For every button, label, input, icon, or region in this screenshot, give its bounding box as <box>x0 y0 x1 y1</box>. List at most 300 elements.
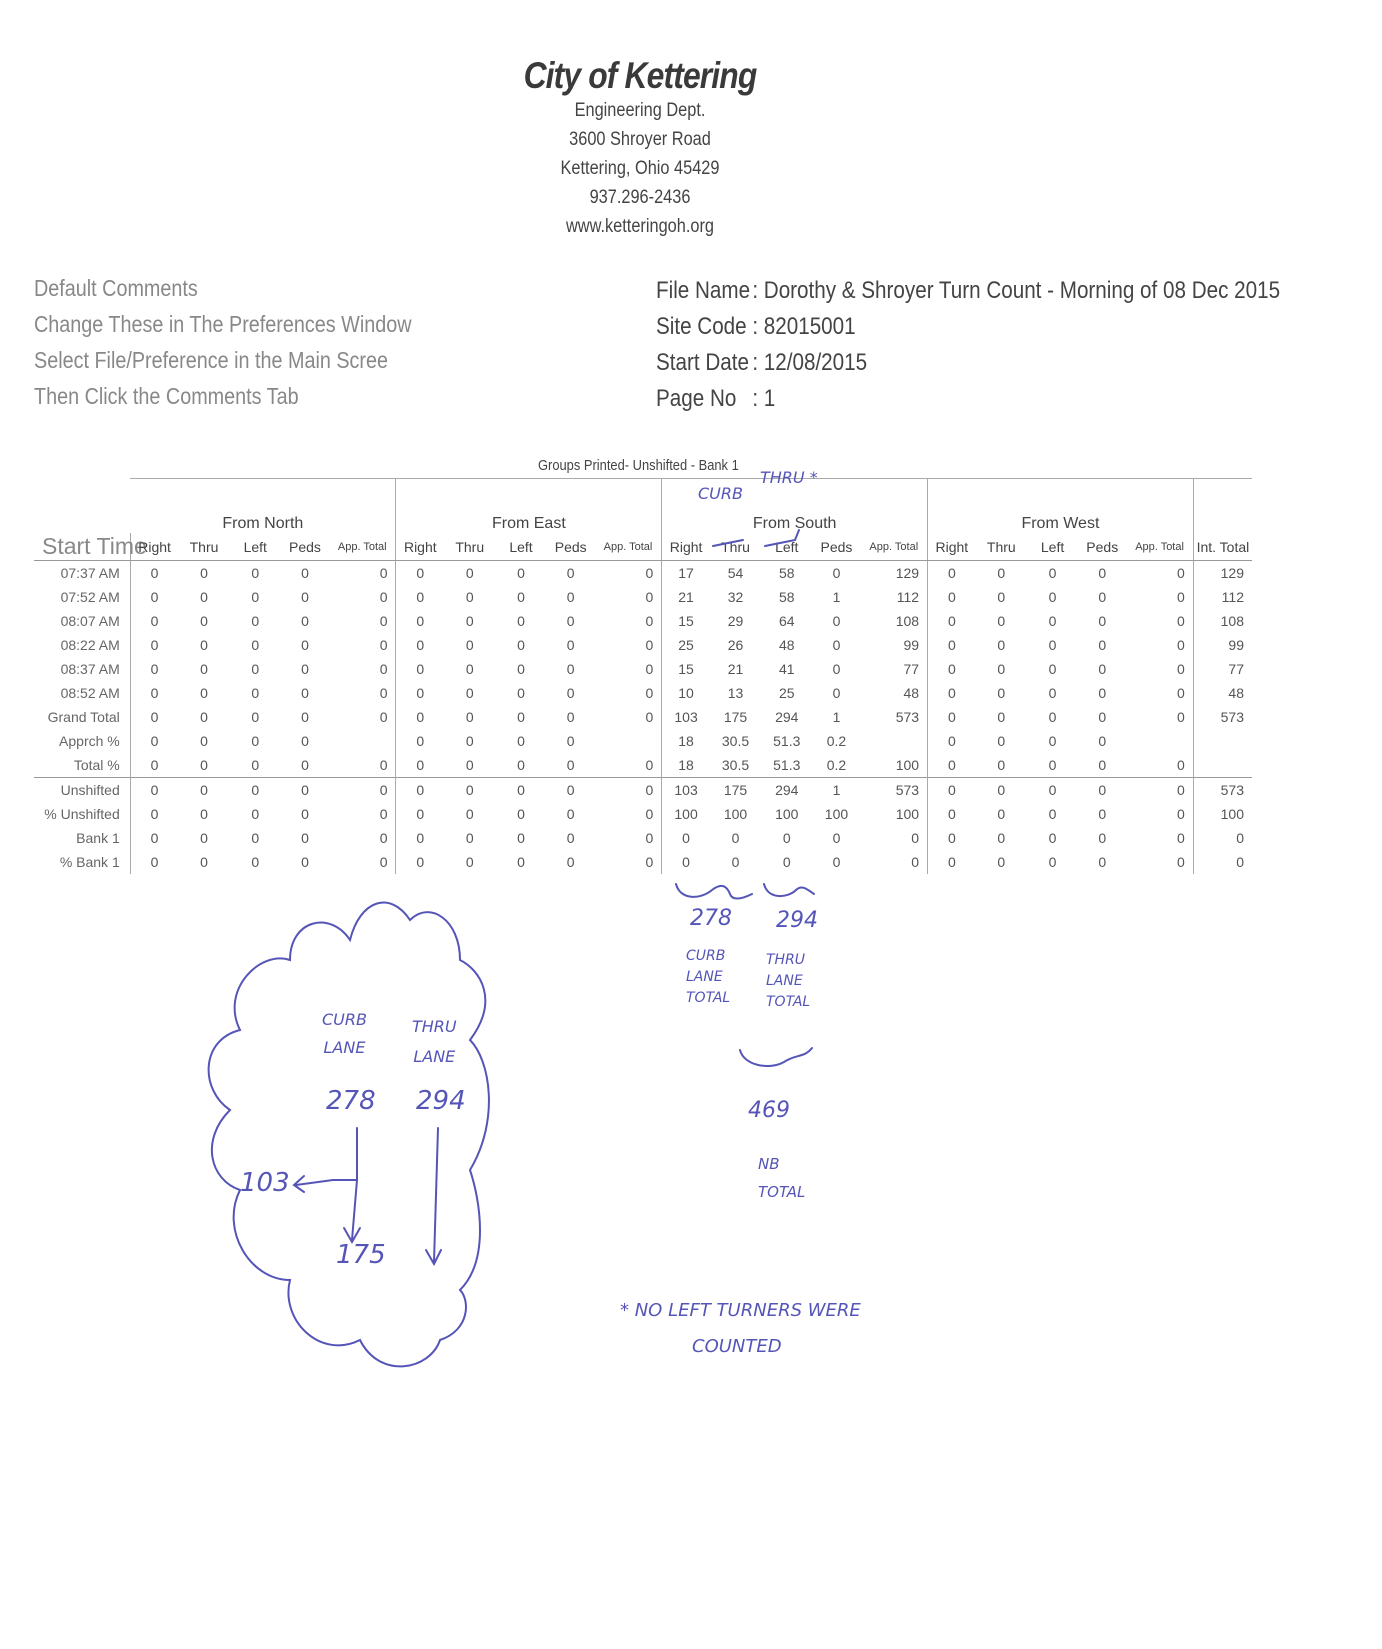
cloud-curb-lane-label <box>322 1006 367 1062</box>
brace-total <box>740 1048 812 1066</box>
start-date-value: : 12/08/2015 <box>752 349 868 376</box>
table-cell: 129 <box>895 565 920 581</box>
table-cell: 0 <box>396 778 444 803</box>
table-cell: 0 <box>928 681 976 705</box>
column-header: App. Total <box>1126 533 1193 561</box>
table-cell: 30.5 <box>721 757 750 773</box>
table-cell: 0 <box>396 657 444 681</box>
right-turn-arrow <box>294 1176 333 1192</box>
table-cell: 0 <box>566 830 575 846</box>
site-code-label: Site Code <box>656 313 747 340</box>
table-cell: 0 <box>301 661 309 677</box>
table-cell: 0 <box>1048 661 1057 677</box>
table-cell: 0 <box>566 637 575 653</box>
column-header: Left <box>495 533 546 561</box>
table-cell: 0 <box>1048 733 1057 749</box>
table-cell: 0 <box>130 609 178 633</box>
row-label: Total % <box>73 757 120 773</box>
table-cell: 0 <box>1098 757 1107 773</box>
table-cell: 0 <box>178 778 229 803</box>
table-cell: 100 <box>824 806 849 822</box>
cloud-outline <box>209 903 489 1367</box>
table-cell: 0 <box>566 661 575 677</box>
curb-lane-total-line: LANE <box>686 969 723 985</box>
table-cell: 0 <box>1048 637 1057 653</box>
table-cell: 294 <box>761 778 812 803</box>
table-cell: 0 <box>251 565 260 581</box>
table-cell: 0 <box>566 565 575 581</box>
table-cell: 0 <box>465 830 474 846</box>
table-cell: 0 <box>465 757 474 773</box>
table-cell: 0 <box>1048 854 1057 870</box>
table-cell: 108 <box>1193 609 1252 633</box>
row-label: % Bank 1 <box>59 854 120 870</box>
table-cell: 0 <box>130 585 178 609</box>
table-cell: 0 <box>566 757 575 773</box>
table-cell: 0 <box>928 729 976 753</box>
thru-lane-total-line: LANE <box>766 973 803 989</box>
table-cell: 573 <box>1193 778 1252 803</box>
phone-line: 937.296-2436 <box>589 187 691 208</box>
comment-line: Change These in The Preferences Window <box>34 311 412 337</box>
org-title: City of Kettering <box>523 55 757 96</box>
table-cell: 0 <box>1177 709 1185 725</box>
table-cell: 0 <box>379 806 388 822</box>
table-cell: 573 <box>895 709 920 725</box>
site-code-value: : 82015001 <box>752 313 856 340</box>
thru-header-strike <box>713 540 743 546</box>
table-cell: 0 <box>1177 757 1185 773</box>
table-cell: 0 <box>997 589 1006 605</box>
table-cell: 0 <box>200 806 208 822</box>
group-from-east: From East <box>396 479 662 534</box>
start-time-header: Start Time <box>34 533 130 561</box>
table-cell: 0 <box>1098 637 1107 653</box>
table-cell: 0 <box>645 637 654 653</box>
city-line: Kettering, Ohio 45429 <box>560 158 720 179</box>
table-cell: 0 <box>832 854 841 870</box>
row-label: Apprch % <box>59 733 120 749</box>
column-header: Peds <box>1078 533 1126 561</box>
table-cell: 108 <box>895 613 920 629</box>
table-cell: 0 <box>465 685 474 701</box>
table-cell: 0 <box>396 753 444 778</box>
table-cell: 0 <box>517 830 525 846</box>
comment-line: Default Comments <box>34 275 198 301</box>
table-cell: 0 <box>997 637 1006 653</box>
table-cell: 0 <box>301 757 309 773</box>
table-cell: 0 <box>301 613 309 629</box>
table-cell: 0 <box>200 613 208 629</box>
table-cell: 0 <box>1177 685 1185 701</box>
table-cell: 0 <box>997 661 1006 677</box>
table-cell: 0 <box>782 830 791 846</box>
table-cell: 0 <box>517 806 525 822</box>
table-cell: 100 <box>895 806 920 822</box>
table-cell: 573 <box>861 778 928 803</box>
table-cell: 0 <box>997 565 1006 581</box>
table-cell: 0 <box>1098 565 1107 581</box>
table-cell: 100 <box>775 806 799 822</box>
table-cell: 0.2 <box>826 757 847 773</box>
table-cell: 0 <box>566 589 575 605</box>
table-cell: 32 <box>727 589 744 605</box>
column-header: Thru <box>444 533 495 561</box>
table-cell: 0 <box>200 733 208 749</box>
table-cell: 0 <box>301 733 309 749</box>
table-cell: 0 <box>396 609 444 633</box>
table-cell: 0 <box>379 685 388 701</box>
table-cell: 13 <box>727 685 744 701</box>
table-cell: 0 <box>645 661 654 677</box>
row-label: 08:52 AM <box>60 685 120 701</box>
cloud-right-turn-value: 103 <box>240 1168 290 1198</box>
table-cell: 0 <box>645 806 654 822</box>
file-name-label: File Name <box>656 277 751 304</box>
table-cell: 0 <box>832 661 841 677</box>
table-cell: 0 <box>1098 709 1107 725</box>
curb-lane-total-line: TOTAL <box>686 990 731 1006</box>
table-cell: 112 <box>896 589 920 605</box>
table-cell: 0 <box>911 854 920 870</box>
table-cell: 26 <box>727 637 744 653</box>
table-cell: 0 <box>997 733 1006 749</box>
table-cell: 48 <box>1193 681 1252 705</box>
cloud-curb-value: 278 <box>326 1086 376 1116</box>
column-header: Peds <box>547 533 595 561</box>
column-header: Right <box>396 533 444 561</box>
table-cell: 0 <box>251 637 260 653</box>
table-cell: 0 <box>928 778 976 803</box>
table-cell: 0 <box>645 613 654 629</box>
table-cell: 29 <box>727 613 744 629</box>
table-cell: 0 <box>1177 613 1185 629</box>
table-cell: 64 <box>778 613 795 629</box>
table-cell: 0 <box>517 685 525 701</box>
table-cell: 0 <box>130 802 178 826</box>
table-cell: 0 <box>251 685 260 701</box>
table-cell: 0 <box>1048 709 1057 725</box>
curb-lane-total-line: CURB <box>686 948 726 964</box>
table-cell: 0 <box>301 854 309 870</box>
table-cell: 0 <box>517 709 525 725</box>
table-cell: 0 <box>465 709 474 725</box>
table-cell: 0 <box>379 709 388 725</box>
table-cell: 100 <box>662 802 710 826</box>
curb-lane-total-label <box>686 946 730 1009</box>
table-cell: 0 <box>396 850 444 874</box>
table-cell: 0 <box>928 609 976 633</box>
table-cell: 0 <box>251 854 260 870</box>
table-cell: 0 <box>928 850 976 874</box>
table-cell: 0 <box>301 565 309 581</box>
table-cell: 0 <box>832 637 841 653</box>
curb-lane-stem <box>333 1128 357 1180</box>
table-cell: 0 <box>1098 854 1107 870</box>
table-cell: 0 <box>566 806 575 822</box>
row-label: Bank 1 <box>76 830 120 846</box>
table-cell: 10 <box>662 681 710 705</box>
group-from-south: From South <box>662 479 928 534</box>
table-cell: 17 <box>662 561 710 586</box>
table-cell: 0 <box>976 778 1027 803</box>
table-cell: 0 <box>645 709 654 725</box>
table-cell: 0 <box>301 806 309 822</box>
row-label: 07:52 AM <box>60 589 120 605</box>
column-header: Left <box>761 533 812 561</box>
table-cell: 0 <box>832 830 841 846</box>
table-cell: 25 <box>778 685 795 701</box>
table-cell: 0 <box>200 589 208 605</box>
table-cell: 175 <box>710 778 761 803</box>
table-cell: 0 <box>301 830 309 846</box>
table-cell: 100 <box>1193 802 1252 826</box>
table-cell: 0 <box>301 709 309 725</box>
brace-left <box>676 884 752 899</box>
table-cell: 0 <box>379 637 388 653</box>
table-cell: 0 <box>396 561 444 586</box>
column-header: Left <box>230 533 281 561</box>
table-cell: 0 <box>251 613 260 629</box>
table-cell: 58 <box>778 589 795 605</box>
table-cell: 1 <box>832 709 841 725</box>
table-cell: 0 <box>396 681 444 705</box>
table-cell: 0 <box>465 565 474 581</box>
table-cell: 103 <box>662 778 710 803</box>
table-cell: 0 <box>379 757 388 773</box>
table-cell: 25 <box>662 633 710 657</box>
column-header: Right <box>130 533 178 561</box>
table-cell: 51.3 <box>773 733 801 749</box>
table-cell: 21 <box>662 585 710 609</box>
brace-right <box>764 884 814 896</box>
table-cell: 0 <box>465 637 474 653</box>
web-line: www.ketteringoh.org <box>565 216 715 237</box>
table-cell: 0 <box>928 802 976 826</box>
table-cell: 0 <box>130 633 178 657</box>
table-cell: 0 <box>1027 778 1078 803</box>
table-cell: 0 <box>928 705 976 729</box>
table-cell: 0 <box>1193 826 1252 850</box>
table-cell: 0 <box>662 850 710 874</box>
table-cell: 0 <box>517 733 525 749</box>
comment-line: Select File/Preference in the Main Scree <box>34 347 389 373</box>
note-line-2: COUNTED <box>692 1336 782 1357</box>
cloud-thru-lane-label <box>412 1012 457 1072</box>
table-cell: 0 <box>1098 806 1107 822</box>
table-cell: 0 <box>1193 850 1252 874</box>
comment-line: Then Click the Comments Tab <box>34 383 299 409</box>
nb-total-value: 469 <box>748 1098 790 1123</box>
table-cell: 0 <box>1048 757 1057 773</box>
table-cell: 103 <box>662 705 710 729</box>
table-cell: 0 <box>997 685 1006 701</box>
table-cell: 99 <box>903 637 920 653</box>
table-cell: 0 <box>517 854 525 870</box>
table-cell: 0 <box>301 685 309 701</box>
table-cell: 0 <box>997 854 1006 870</box>
thru-lane-total-line: TOTAL <box>766 994 811 1010</box>
table-cell: 0 <box>566 733 575 749</box>
table-cell: 0 <box>997 757 1006 773</box>
cloud-thru-lane-line: LANE <box>413 1047 456 1066</box>
table-cell: 0 <box>645 854 654 870</box>
table-cell: 77 <box>1193 657 1252 681</box>
thru-total-value: 294 <box>776 908 818 933</box>
table-cell: 0 <box>997 806 1006 822</box>
table-cell: 0 <box>251 830 260 846</box>
table-cell: 0 <box>1177 806 1185 822</box>
table-cell: 0 <box>566 854 575 870</box>
page-no-label: Page No <box>656 385 737 412</box>
group-from-north: From North <box>130 479 396 534</box>
thru-lane-arrow <box>426 1128 441 1264</box>
table-cell: 0 <box>928 585 976 609</box>
group-from-west: From West <box>928 479 1194 534</box>
row-label: % Unshifted <box>44 806 120 822</box>
table-cell: 18 <box>662 753 710 778</box>
table-cell: 0 <box>1078 778 1126 803</box>
table-cell: 0 <box>444 778 495 803</box>
table-cell: 0 <box>379 830 388 846</box>
table-cell: 0 <box>911 830 920 846</box>
row-label: 08:07 AM <box>60 613 120 629</box>
table-cell: 0 <box>1048 589 1057 605</box>
table-cell: 0 <box>379 854 388 870</box>
table-cell: 0 <box>731 830 740 846</box>
column-header: Thru <box>976 533 1027 561</box>
table-cell: 0 <box>396 585 444 609</box>
row-label: 07:37 AM <box>60 565 120 581</box>
table-cell: 18 <box>662 729 710 753</box>
column-header: Thru <box>710 533 761 561</box>
table-cell: 0 <box>130 561 178 586</box>
cloud-thru-lane-line: THRU <box>412 1017 457 1036</box>
table-cell: 0 <box>251 806 260 822</box>
table-cell: 0 <box>595 778 662 803</box>
table-cell: 0 <box>566 613 575 629</box>
table-cell: 0 <box>517 757 525 773</box>
note-line-1: * NO LEFT TURNERS WERE <box>620 1300 861 1321</box>
table-cell: 15 <box>662 609 710 633</box>
table-cell: 0 <box>928 753 976 778</box>
table-cell: 0 <box>1098 685 1107 701</box>
table-cell: 0 <box>396 826 444 850</box>
table-cell: 100 <box>895 757 920 773</box>
table-cell: 0 <box>1177 854 1185 870</box>
table-cell: 0 <box>517 565 525 581</box>
int-total-header: Int. Total <box>1193 533 1252 561</box>
table-cell: 0 <box>281 778 329 803</box>
table-cell: 0 <box>1098 830 1107 846</box>
table-cell: 58 <box>778 565 795 581</box>
table-cell: 0 <box>1048 830 1057 846</box>
nb-total-line: NB <box>758 1155 780 1173</box>
table-cell: 1 <box>812 778 860 803</box>
table-cell: 0 <box>396 729 444 753</box>
table-cell: 0 <box>465 806 474 822</box>
row-label: 08:22 AM <box>60 637 120 653</box>
table-cell: 0 <box>230 778 281 803</box>
table-cell: 0 <box>566 685 575 701</box>
column-header: App. Total <box>861 533 928 561</box>
table-cell: 112 <box>1193 585 1252 609</box>
column-header: Right <box>928 533 976 561</box>
table-cell: 0 <box>200 685 208 701</box>
table-cell: 0 <box>465 733 474 749</box>
table-cell: 0 <box>517 613 525 629</box>
groups-printed: Groups Printed- Unshifted - Bank 1 <box>538 457 739 474</box>
column-header: App. Total <box>595 533 662 561</box>
table-cell: 48 <box>778 637 795 653</box>
table-cell: 0 <box>928 657 976 681</box>
table-cell: 0 <box>1126 778 1193 803</box>
table-cell: 0 <box>782 854 791 870</box>
table-cell: 0 <box>645 757 654 773</box>
row-label: 08:37 AM <box>60 661 120 677</box>
handwritten-curb-label: CURB <box>698 484 743 503</box>
table-cell: 0 <box>997 613 1006 629</box>
table-cell: 0 <box>928 826 976 850</box>
table-cell: 0 <box>1048 613 1057 629</box>
table-cell: 0 <box>645 685 654 701</box>
table-cell: 0 <box>130 778 178 803</box>
table-cell: 129 <box>1193 561 1252 586</box>
column-header: Peds <box>281 533 329 561</box>
table-cell: 0 <box>200 637 208 653</box>
cloud-curb-lane-line: CURB <box>322 1010 367 1029</box>
table-cell: 0 <box>1098 589 1107 605</box>
table-cell: 0 <box>566 709 575 725</box>
table-cell: 0 <box>251 709 260 725</box>
start-date-label: Start Date <box>656 349 749 376</box>
table-cell: 1 <box>832 589 841 605</box>
table-cell: 0 <box>465 661 474 677</box>
table-cell: 573 <box>1193 705 1252 729</box>
cloud-thru-value: 294 <box>416 1086 466 1116</box>
table-cell: 0 <box>517 589 525 605</box>
table-cell: 0 <box>1177 661 1185 677</box>
table-cell: 0 <box>645 589 654 605</box>
table-cell: 0 <box>130 681 178 705</box>
table-cell: 30.5 <box>721 733 750 749</box>
table-cell: 0 <box>1177 830 1185 846</box>
row-label: Grand Total <box>47 709 120 725</box>
column-header: Right <box>662 533 710 561</box>
table-cell: 0 <box>645 565 654 581</box>
table-cell: 0 <box>1048 806 1057 822</box>
cloud-curb-lane-line: LANE <box>323 1038 366 1057</box>
table-cell: 0 <box>200 661 208 677</box>
column-header: Peds <box>812 533 860 561</box>
nb-total-line: TOTAL <box>758 1183 806 1201</box>
table-cell: 0 <box>200 854 208 870</box>
table-cell: 0 <box>547 778 595 803</box>
cloud-thru-down-value: 175 <box>336 1240 386 1270</box>
table-cell: 0 <box>465 613 474 629</box>
table-cell: 0 <box>1048 685 1057 701</box>
table-cell: 0 <box>495 778 546 803</box>
table-cell: 0 <box>832 685 841 701</box>
table-cell: 0 <box>1098 733 1107 749</box>
column-header: Thru <box>178 533 229 561</box>
column-header: App. Total <box>329 533 396 561</box>
table-cell: 0 <box>1177 637 1185 653</box>
table-cell: 0 <box>517 661 525 677</box>
table-cell: 0 <box>396 633 444 657</box>
table-cell: 0 <box>200 565 208 581</box>
table-cell: 0 <box>379 613 388 629</box>
